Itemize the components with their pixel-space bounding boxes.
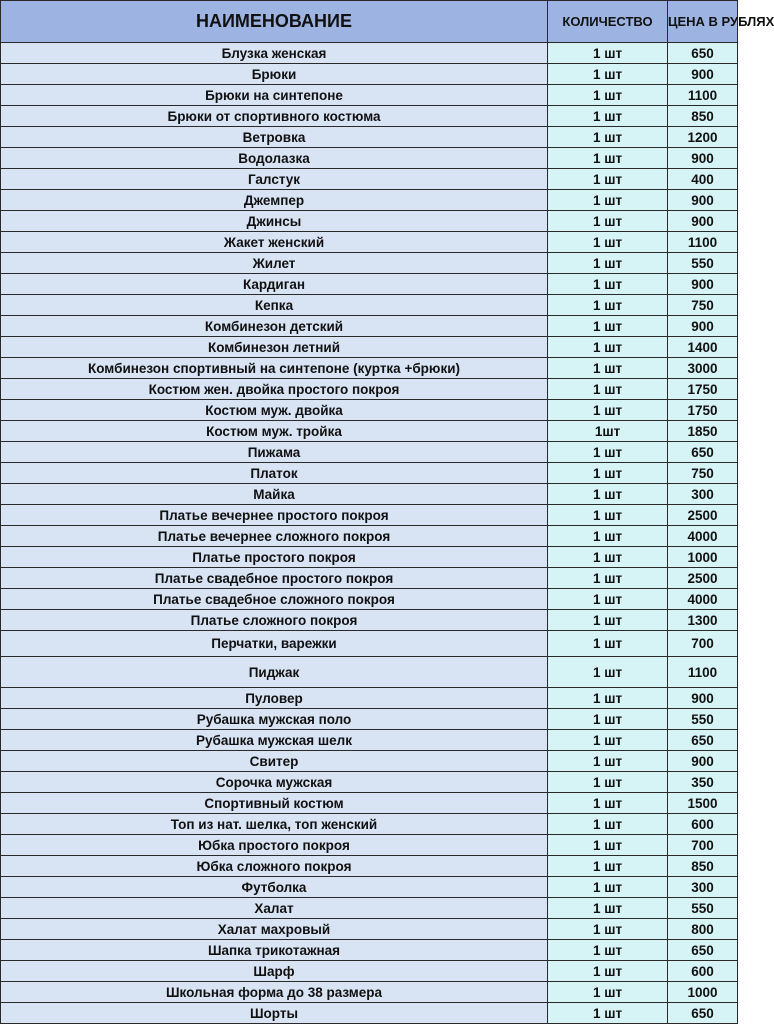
item-name-cell: Юбка сложного покроя <box>1 856 548 877</box>
table-row <box>1 358 738 379</box>
item-quantity-cell: 1 шт <box>548 64 668 85</box>
item-price-cell: 4000 <box>668 526 738 547</box>
table-row <box>1 316 738 337</box>
item-quantity-cell: 1 шт <box>548 919 668 940</box>
item-price-cell: 1750 <box>668 400 738 421</box>
item-quantity-cell: 1 шт <box>548 793 668 814</box>
item-quantity-cell: 1 шт <box>548 898 668 919</box>
table-row <box>1 421 738 442</box>
item-quantity-cell: 1 шт <box>548 526 668 547</box>
table-row <box>1 337 738 358</box>
item-name-cell: Свитер <box>1 751 548 772</box>
table-row <box>1 940 738 961</box>
item-price-cell: 650 <box>668 442 738 463</box>
table-row <box>1 64 738 85</box>
header-row <box>1 1 738 43</box>
item-price-cell: 1300 <box>668 610 738 631</box>
table-row <box>1 106 738 127</box>
table-row <box>1 442 738 463</box>
table-row <box>1 211 738 232</box>
table-row <box>1 835 738 856</box>
item-quantity-cell: 1 шт <box>548 148 668 169</box>
item-name-cell: Шорты <box>1 1003 548 1024</box>
item-price-cell: 1850 <box>668 421 738 442</box>
item-quantity-cell: 1 шт <box>548 442 668 463</box>
table-row <box>1 772 738 793</box>
item-price-cell: 550 <box>668 253 738 274</box>
item-price-cell: 650 <box>668 43 738 64</box>
table-row <box>1 379 738 400</box>
table-row <box>1 898 738 919</box>
table-row <box>1 253 738 274</box>
item-name-cell: Платье свадебное сложного покроя <box>1 589 548 610</box>
table-row <box>1 657 738 688</box>
table-row <box>1 877 738 898</box>
item-name-cell: Блузка женская <box>1 43 548 64</box>
item-name-cell: Платье свадебное простого покроя <box>1 568 548 589</box>
item-price-cell: 900 <box>668 751 738 772</box>
item-name-cell: Халат <box>1 898 548 919</box>
item-quantity-cell: 1 шт <box>548 358 668 379</box>
item-quantity-cell: 1 шт <box>548 631 668 657</box>
table-row <box>1 814 738 835</box>
item-price-cell: 700 <box>668 631 738 657</box>
header-quantity: КОЛИЧЕСТВО <box>548 1 668 43</box>
item-quantity-cell: 1 шт <box>548 589 668 610</box>
item-name-cell: Платье вечернее сложного покроя <box>1 526 548 547</box>
item-name-cell: Сорочка мужская <box>1 772 548 793</box>
item-quantity-cell: 1 шт <box>548 547 668 568</box>
item-name-cell: Костюм жен. двойка простого покроя <box>1 379 548 400</box>
item-name-cell: Рубашка мужская шелк <box>1 730 548 751</box>
item-quantity-cell: 1 шт <box>548 568 668 589</box>
item-name-cell: Пиджак <box>1 657 548 688</box>
item-price-cell: 850 <box>668 106 738 127</box>
item-quantity-cell: 1 шт <box>548 127 668 148</box>
table-row <box>1 274 738 295</box>
table-row <box>1 295 738 316</box>
table-row <box>1 568 738 589</box>
item-quantity-cell: 1 шт <box>548 295 668 316</box>
item-quantity-cell: 1 шт <box>548 85 668 106</box>
item-quantity-cell: 1 шт <box>548 232 668 253</box>
item-quantity-cell: 1 шт <box>548 253 668 274</box>
item-price-cell: 900 <box>668 316 738 337</box>
item-quantity-cell: 1 шт <box>548 814 668 835</box>
item-name-cell: Пижама <box>1 442 548 463</box>
item-quantity-cell: 1 шт <box>548 337 668 358</box>
item-name-cell: Пуловер <box>1 688 548 709</box>
item-price-cell: 2500 <box>668 505 738 526</box>
table-row <box>1 43 738 64</box>
item-quantity-cell: 1шт <box>548 421 668 442</box>
item-quantity-cell: 1 шт <box>548 772 668 793</box>
table-row <box>1 484 738 505</box>
table-row <box>1 919 738 940</box>
table-row <box>1 688 738 709</box>
item-price-cell: 1750 <box>668 379 738 400</box>
table-row <box>1 505 738 526</box>
table-row <box>1 232 738 253</box>
item-price-cell: 2500 <box>668 568 738 589</box>
item-price-cell: 1100 <box>668 657 738 688</box>
item-name-cell: Костюм муж. двойка <box>1 400 548 421</box>
item-price-cell: 900 <box>668 64 738 85</box>
item-name-cell: Платье сложного покроя <box>1 610 548 631</box>
item-price-cell: 1200 <box>668 127 738 148</box>
item-name-cell: Комбинезон летний <box>1 337 548 358</box>
item-price-cell: 900 <box>668 190 738 211</box>
table-row <box>1 793 738 814</box>
item-quantity-cell: 1 шт <box>548 484 668 505</box>
item-name-cell: Жилет <box>1 253 548 274</box>
header-price: ЦЕНА В РУБЛЯХ <box>668 1 738 43</box>
item-price-cell: 400 <box>668 169 738 190</box>
header-name: НАИМЕНОВАНИЕ <box>1 1 548 43</box>
item-quantity-cell: 1 шт <box>548 106 668 127</box>
table-row <box>1 961 738 982</box>
item-price-cell: 900 <box>668 274 738 295</box>
item-price-cell: 600 <box>668 814 738 835</box>
item-quantity-cell: 1 шт <box>548 961 668 982</box>
item-quantity-cell: 1 шт <box>548 274 668 295</box>
item-quantity-cell: 1 шт <box>548 730 668 751</box>
item-price-cell: 350 <box>668 772 738 793</box>
item-name-cell: Ветровка <box>1 127 548 148</box>
item-name-cell: Джемпер <box>1 190 548 211</box>
item-name-cell: Спортивный костюм <box>1 793 548 814</box>
table-row <box>1 169 738 190</box>
table-row <box>1 982 738 1003</box>
table-row <box>1 526 738 547</box>
item-quantity-cell: 1 шт <box>548 982 668 1003</box>
item-price-cell: 750 <box>668 295 738 316</box>
item-quantity-cell: 1 шт <box>548 709 668 730</box>
table-row <box>1 85 738 106</box>
item-price-cell: 850 <box>668 856 738 877</box>
item-price-cell: 300 <box>668 877 738 898</box>
item-name-cell: Брюки <box>1 64 548 85</box>
item-name-cell: Рубашка мужская поло <box>1 709 548 730</box>
item-quantity-cell: 1 шт <box>548 379 668 400</box>
item-name-cell: Джинсы <box>1 211 548 232</box>
item-price-cell: 650 <box>668 940 738 961</box>
item-price-cell: 300 <box>668 484 738 505</box>
item-name-cell: Комбинезон спортивный на синтепоне (куртка +брюки) <box>1 358 548 379</box>
item-quantity-cell: 1 шт <box>548 43 668 64</box>
table-row <box>1 751 738 772</box>
item-price-cell: 600 <box>668 961 738 982</box>
table-row <box>1 547 738 568</box>
item-price-cell: 650 <box>668 1003 738 1024</box>
item-quantity-cell: 1 шт <box>548 190 668 211</box>
table-row <box>1 127 738 148</box>
table-row <box>1 856 738 877</box>
table-row <box>1 190 738 211</box>
item-name-cell: Перчатки, варежки <box>1 631 548 657</box>
table-row <box>1 400 738 421</box>
item-quantity-cell: 1 шт <box>548 877 668 898</box>
item-quantity-cell: 1 шт <box>548 688 668 709</box>
item-name-cell: Халат махровый <box>1 919 548 940</box>
table-row <box>1 148 738 169</box>
item-name-cell: Майка <box>1 484 548 505</box>
item-price-cell: 3000 <box>668 358 738 379</box>
item-name-cell: Футболка <box>1 877 548 898</box>
item-price-cell: 900 <box>668 688 738 709</box>
item-name-cell: Галстук <box>1 169 548 190</box>
item-quantity-cell: 1 шт <box>548 610 668 631</box>
item-name-cell: Водолазка <box>1 148 548 169</box>
item-name-cell: Комбинезон детский <box>1 316 548 337</box>
item-price-cell: 650 <box>668 730 738 751</box>
item-quantity-cell: 1 шт <box>548 211 668 232</box>
item-price-cell: 1000 <box>668 982 738 1003</box>
item-name-cell: Брюки на синтепоне <box>1 85 548 106</box>
item-price-cell: 900 <box>668 211 738 232</box>
table-row <box>1 610 738 631</box>
item-name-cell: Шарф <box>1 961 548 982</box>
item-quantity-cell: 1 шт <box>548 856 668 877</box>
item-name-cell: Школьная форма до 38 размера <box>1 982 548 1003</box>
item-name-cell: Шапка трикотажная <box>1 940 548 961</box>
table-row <box>1 1003 738 1024</box>
item-name-cell: Кардиган <box>1 274 548 295</box>
item-quantity-cell: 1 шт <box>548 505 668 526</box>
item-name-cell: Кепка <box>1 295 548 316</box>
item-price-cell: 4000 <box>668 589 738 610</box>
table-row <box>1 463 738 484</box>
item-price-cell: 1100 <box>668 232 738 253</box>
item-price-cell: 550 <box>668 898 738 919</box>
item-name-cell: Платок <box>1 463 548 484</box>
item-name-cell: Платье вечернее простого покроя <box>1 505 548 526</box>
item-price-cell: 550 <box>668 709 738 730</box>
item-name-cell: Жакет женский <box>1 232 548 253</box>
item-price-cell: 750 <box>668 463 738 484</box>
item-name-cell: Брюки от спортивного костюма <box>1 106 548 127</box>
item-price-cell: 800 <box>668 919 738 940</box>
table-row <box>1 730 738 751</box>
item-name-cell: Платье простого покроя <box>1 547 548 568</box>
item-quantity-cell: 1 шт <box>548 169 668 190</box>
item-price-cell: 900 <box>668 148 738 169</box>
table-row <box>1 631 738 657</box>
table-row <box>1 589 738 610</box>
item-quantity-cell: 1 шт <box>548 400 668 421</box>
item-name-cell: Топ из нат. шелка, топ женский <box>1 814 548 835</box>
item-quantity-cell: 1 шт <box>548 751 668 772</box>
item-price-cell: 1500 <box>668 793 738 814</box>
item-quantity-cell: 1 шт <box>548 1003 668 1024</box>
item-price-cell: 1400 <box>668 337 738 358</box>
item-quantity-cell: 1 шт <box>548 463 668 484</box>
item-quantity-cell: 1 шт <box>548 316 668 337</box>
item-price-cell: 1100 <box>668 85 738 106</box>
item-quantity-cell: 1 шт <box>548 940 668 961</box>
table-row <box>1 709 738 730</box>
item-name-cell: Юбка простого покроя <box>1 835 548 856</box>
item-quantity-cell: 1 шт <box>548 657 668 688</box>
table-header <box>1 1 774 43</box>
table-body <box>1 43 738 1024</box>
item-quantity-cell: 1 шт <box>548 835 668 856</box>
item-name-cell: Костюм муж. тройка <box>1 421 548 442</box>
item-price-cell: 700 <box>668 835 738 856</box>
item-price-cell: 1000 <box>668 547 738 568</box>
